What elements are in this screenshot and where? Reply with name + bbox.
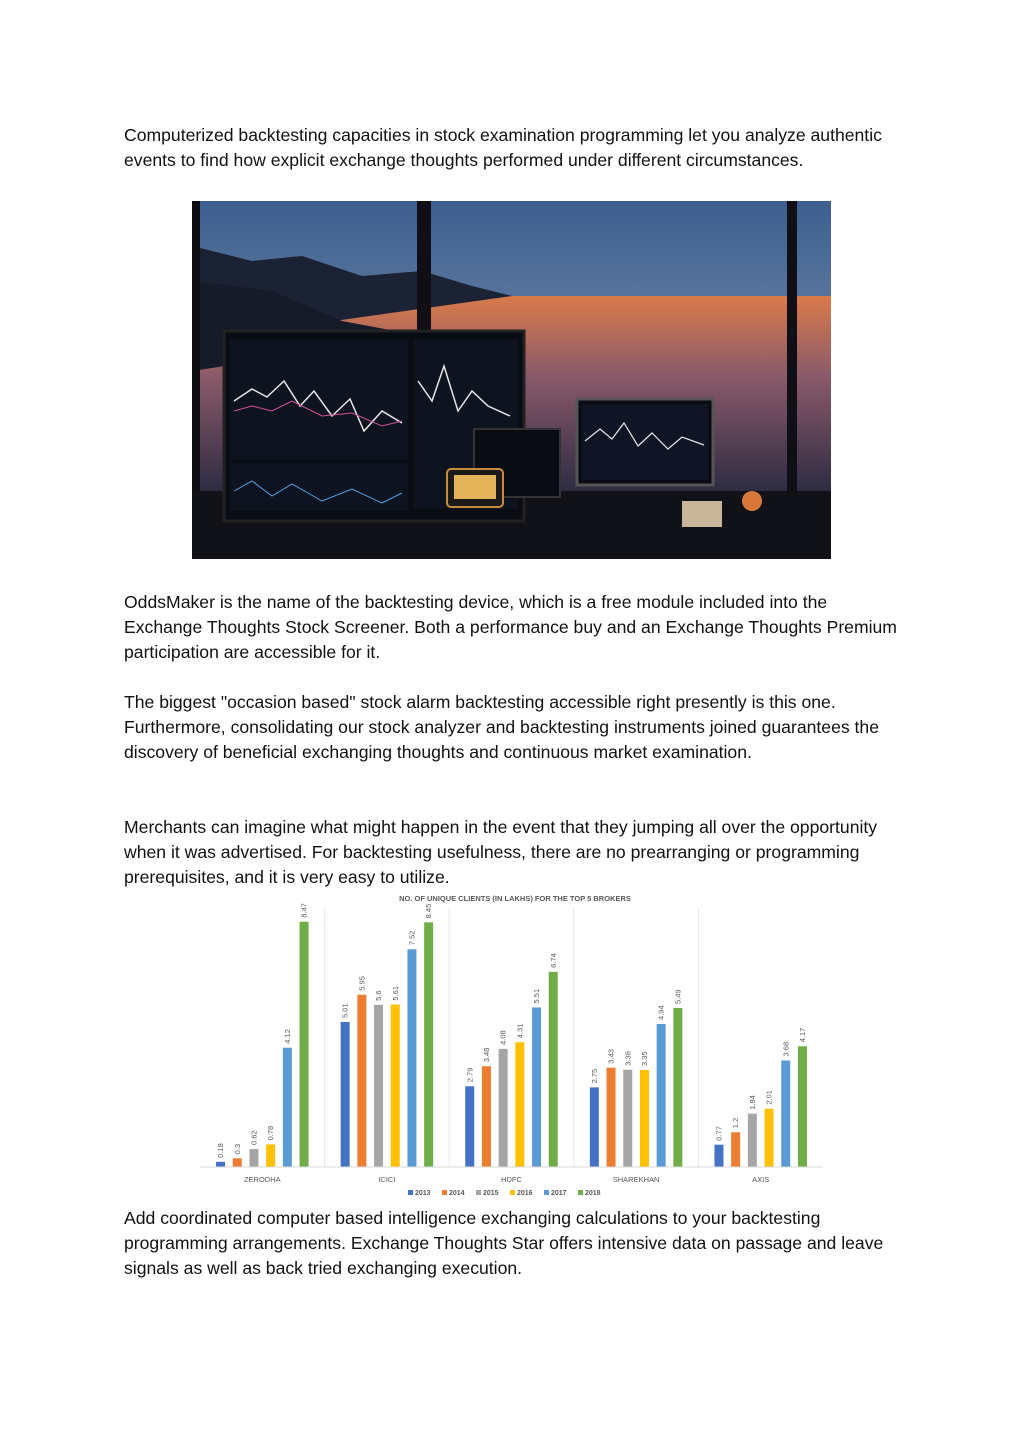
bar-icici-2015 (374, 1005, 383, 1167)
bar-value-label: 0.3 (232, 1143, 242, 1155)
bar-sharekhan-2016 (640, 1070, 649, 1167)
legend-label: 2015 (483, 1190, 499, 1197)
bar-sharekhan-2015 (623, 1070, 632, 1167)
bar-zerodha-2015 (249, 1149, 258, 1167)
bar-axis-2017 (781, 1060, 790, 1167)
category-label: SHAREKHAN (612, 1175, 660, 1184)
intro-paragraph: Computerized backtesting capacities in stock examination programming let you analyze authentic events to find how explicit exchange thoughts performed under different circumstances. (124, 125, 882, 170)
bar-value-label: 1.2 (731, 1117, 741, 1129)
bar-value-label: 6.74 (548, 953, 558, 968)
bar-icici-2014 (357, 995, 366, 1167)
bar-value-label: 3.36 (623, 1051, 633, 1066)
legend-swatch (408, 1190, 413, 1195)
bar-value-label: 0.62 (249, 1130, 259, 1146)
bar-zerodha-2016 (266, 1144, 275, 1167)
bar-value-label: 5.01 (340, 1003, 350, 1018)
legend-swatch (476, 1190, 481, 1195)
legend-label: 2013 (415, 1190, 431, 1197)
bar-axis-2018 (798, 1046, 807, 1167)
legend-label: 2018 (585, 1190, 601, 1197)
bar-hdfc-2016 (515, 1042, 524, 1167)
trading-desk-photo (192, 201, 831, 559)
legend-label: 2014 (449, 1190, 465, 1197)
bar-axis-2013 (714, 1145, 723, 1167)
bar-sharekhan-2014 (607, 1068, 616, 1167)
bar-sharekhan-2018 (673, 1008, 682, 1167)
bar-icici-2013 (341, 1022, 350, 1167)
bar-sharekhan-2013 (590, 1087, 599, 1167)
bar-axis-2014 (731, 1132, 740, 1167)
bar-value-label: 8.47 (299, 903, 309, 918)
legend-swatch (442, 1190, 447, 1195)
legend-label: 2017 (551, 1190, 567, 1197)
bar-value-label: 7.52 (407, 930, 417, 946)
bar-value-label: 1.84 (747, 1095, 757, 1110)
bar-hdfc-2017 (532, 1007, 541, 1167)
bar-sharekhan-2017 (657, 1024, 666, 1167)
category-label: ICICI (378, 1175, 396, 1184)
bar-hdfc-2014 (482, 1066, 491, 1167)
stock-alarm-paragraph: The biggest "occasion based" stock alarm backtesting accessible right presently is this one. Furthermore, consolidating our stock analyzer and backtesting instruments joined guarantees the discovery of beneficial exchanging thoughts and continuous market examination. (124, 692, 879, 762)
brokers-clients-chart (195, 888, 825, 1200)
bar-zerodha-2013 (216, 1162, 225, 1167)
bar-zerodha-2018 (300, 922, 309, 1167)
category-label: HDFC (501, 1175, 522, 1184)
legend-label: 2016 (517, 1190, 533, 1197)
bar-value-label: 3.43 (606, 1049, 616, 1064)
bar-value-label: 4.12 (282, 1029, 292, 1044)
bar-value-label: 2.75 (589, 1068, 599, 1084)
bar-value-label: 5.6 (374, 990, 384, 1001)
bar-value-label: 0.77 (714, 1126, 724, 1141)
merchants-paragraph: Merchants can imagine what might happen in the event that they jumping all over the opportunity when it was advertised. For backtesting usefulness, there are no prearranging or programming prerequisites, and it is very easy to utilize. (124, 817, 878, 887)
bar-axis-2015 (748, 1114, 757, 1167)
bar-value-label: 5.49 (673, 989, 683, 1005)
bar-value-label: 5.95 (357, 976, 367, 991)
bar-value-label: 2.79 (465, 1067, 475, 1083)
legend-swatch (544, 1190, 549, 1195)
bar-value-label: 0.18 (216, 1143, 226, 1158)
bar-zerodha-2017 (283, 1048, 292, 1167)
chart-title: NO. OF UNIQUE CLIENTS (IN LAKHS) FOR THE TOP 5 BROKERS (399, 894, 631, 903)
bar-value-label: 0.78 (266, 1125, 276, 1141)
bar-zerodha-2014 (233, 1158, 242, 1167)
bar-value-label: 3.68 (781, 1041, 791, 1057)
legend-swatch (578, 1190, 583, 1195)
bar-value-label: 2.01 (764, 1090, 774, 1105)
bar-hdfc-2015 (499, 1049, 508, 1167)
legend-swatch (510, 1190, 515, 1195)
bar-value-label: 5.61 (390, 985, 400, 1001)
bar-axis-2016 (765, 1109, 774, 1167)
bar-hdfc-2013 (465, 1086, 474, 1167)
bar-value-label: 3.48 (481, 1047, 491, 1063)
bar-value-label: 4.08 (498, 1030, 508, 1045)
bar-hdfc-2018 (549, 972, 558, 1167)
bar-value-label: 4.31 (515, 1023, 525, 1039)
bar-icici-2018 (424, 922, 433, 1167)
bar-value-label: 3.35 (639, 1051, 649, 1067)
bar-value-label: 8.45 (424, 903, 434, 919)
bar-value-label: 4.17 (797, 1027, 807, 1043)
ai-algorithms-paragraph: Add coordinated computer based intelligence exchanging calculations to your backtesting programming arrangements. Exchange Thoughts Star offers intensive data on passage and leave signals as well as back tried exchanging execution. (124, 1208, 884, 1278)
oddsmaker-paragraph: OddsMaker is the name of the backtesting device, which is a free module included into the Exchange Thoughts Stock Screener. Both a performance buy and an Exchange Thoughts Premium participation are accessible for it. (124, 592, 897, 662)
category-label: ZERODHA (243, 1175, 281, 1184)
bar-icici-2017 (407, 949, 416, 1167)
bar-value-label: 5.51 (532, 988, 542, 1004)
bar-icici-2016 (391, 1005, 400, 1167)
bar-value-label: 4.94 (656, 1005, 666, 1020)
category-label: AXIS (752, 1175, 770, 1184)
